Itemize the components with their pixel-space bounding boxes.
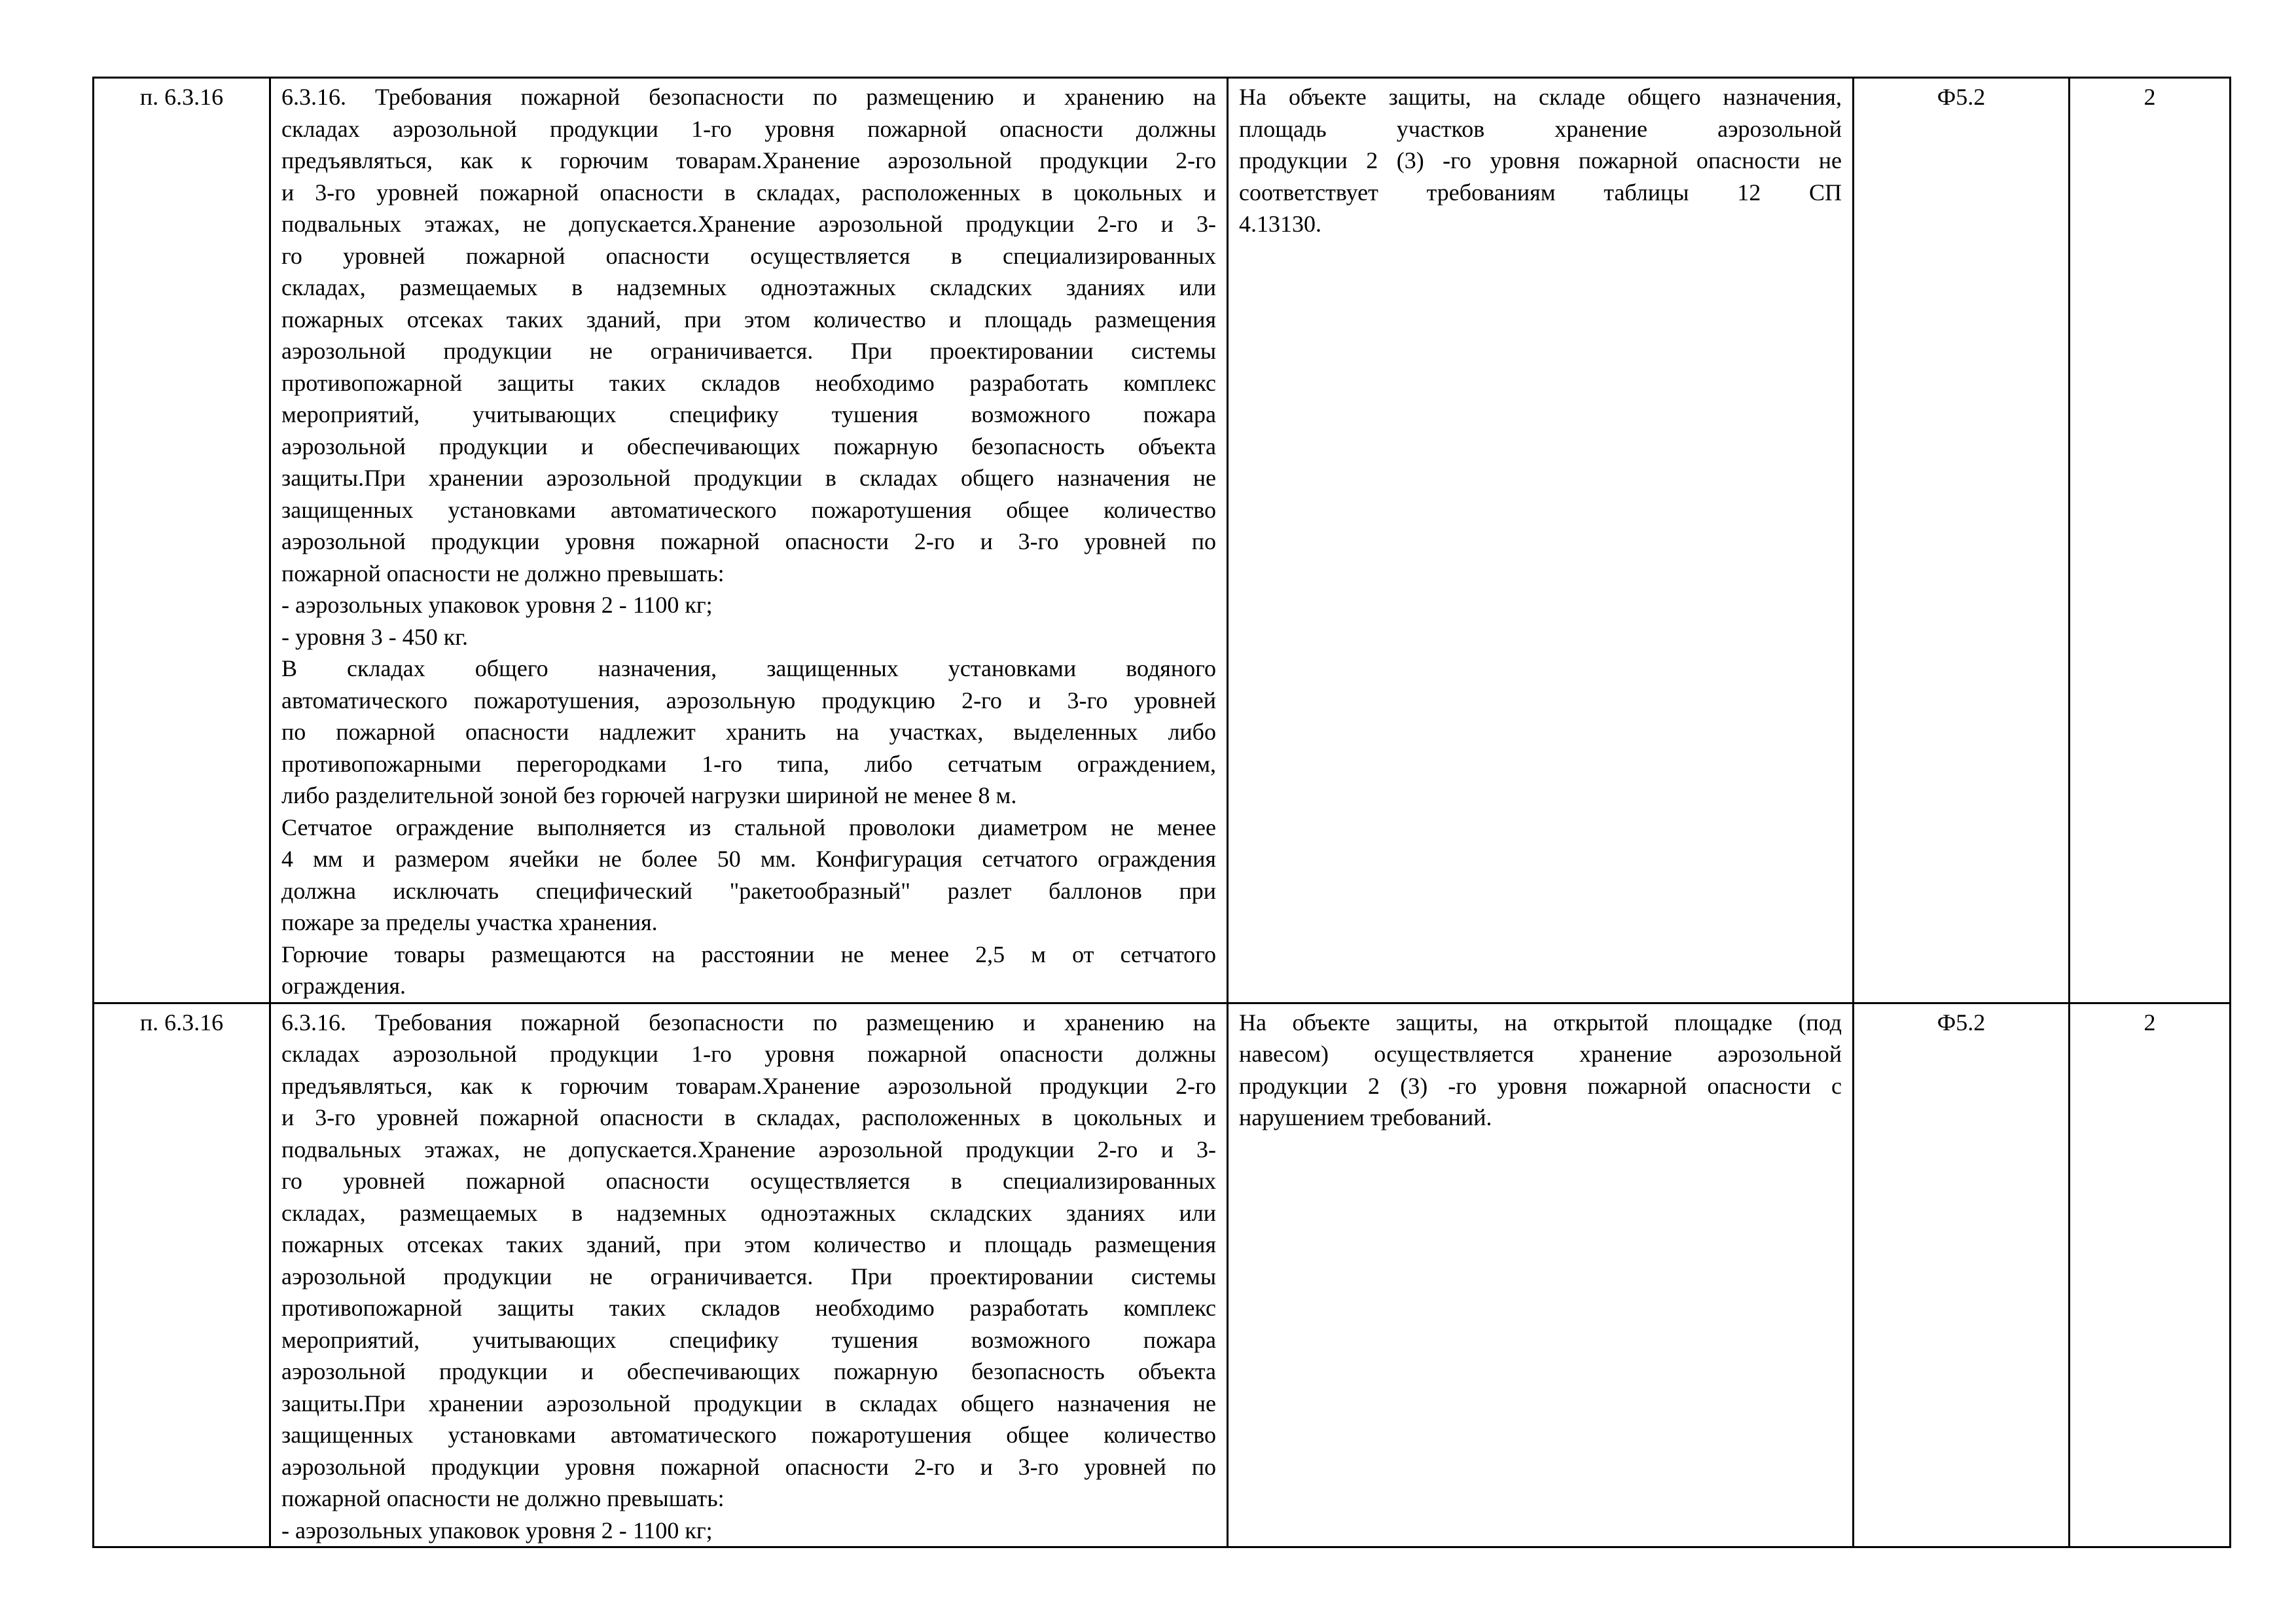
text-line: подвальных этажах, не допускается.Хранение аэрозольной продукции 2-го и 3- [281,1136,1216,1163]
text-line: - уровня 3 - 450 кг. [281,623,468,650]
class-code: Ф5.2 [1937,84,1986,110]
number-value: 2 [2144,84,2156,110]
text-line: продукции 2 (3) -го уровня пожарной опасности не [1239,147,1842,173]
number-value: 2 [2144,1009,2156,1036]
text-line: предъявляться, как к горючим товарам.Хранение аэрозольной продукции 2-го [281,147,1216,173]
text-line: - аэрозольных упаковок уровня 2 - 1100 кг; [281,1517,713,1543]
requirement-text [281,1007,1216,1547]
text-line: На объекте защиты, на складе общего назначения, [1239,84,1842,110]
text-line: пожарной опасности не должно превышать: [281,560,725,586]
text-line: продукции 2 (3) -го уровня пожарной опасности с [1239,1072,1842,1099]
text-line: и 3-го уровней пожарной опасности в складах, расположенных в цокольных и [281,1104,1216,1130]
violation-description-cell [1228,1003,1854,1547]
text-line: складах аэрозольной продукции 1-го уровня пожарной опасности должны [281,1041,1216,1067]
text-line: и 3-го уровней пожарной опасности в складах, расположенных в цокольных и [281,179,1216,206]
text-line: должна исключать специфический "ракетообразный" разлет баллонов при [281,877,1216,904]
text-line: пожарных отсеках таких зданий, при этом количество и площадь размещения [281,306,1216,333]
text-line: противопожарной защиты таких складов необходимо разработать комплекс [281,369,1216,396]
text-line: складах, размещаемых в надземных одноэтажных складских зданиях или [281,1199,1216,1226]
text-line: складах аэрозольной продукции 1-го уровня пожарной опасности должны [281,115,1216,142]
text-line: пожарных отсеках таких зданий, при этом количество и площадь размещения [281,1231,1216,1257]
requirement-text-cell [270,78,1228,1003]
violation-description [1239,1007,1842,1134]
text-line: - аэрозольных упаковок уровня 2 - 1100 кг; [281,592,713,618]
text-line: защиты.При хранении аэрозольной продукции в складах общего назначения не [281,465,1216,491]
text-line: соответствует требованиям таблицы 12 СП [1239,179,1842,206]
text-line: подвальных этажах, не допускается.Хранение аэрозольной продукции 2-го и 3- [281,211,1216,237]
number-cell [2070,1003,2231,1547]
text-line: автоматического пожаротушения, аэрозольную продукцию 2-го и 3-го уровней [281,687,1216,713]
text-line: противопожарными перегородками 1-го типа, либо сетчатым ограждением, [281,750,1216,777]
text-line: аэрозольной продукции не ограничивается. При проектировании системы [281,1263,1216,1290]
text-line: предъявляться, как к горючим товарам.Хранение аэрозольной продукции 2-го [281,1072,1216,1099]
norm-reference: п. 6.3.16 [139,1009,224,1036]
text-line: защиты.При хранении аэрозольной продукции в складах общего назначения не [281,1390,1216,1416]
violation-description [1239,81,1842,240]
text-line: 4.13130. [1239,211,1321,237]
text-line: по пожарной опасности надлежит хранить на участках, выделенных либо [281,719,1216,745]
text-line: либо разделительной зоной без горючей нагрузки шириной не менее 8 м. [281,782,1017,808]
text-line: 4 мм и размером ячейки не более 50 мм. Конфигурация сетчатого ограждения [281,846,1216,872]
text-line: складах, размещаемых в надземных одноэтажных складских зданиях или [281,274,1216,300]
class-code-cell [1854,78,2070,1003]
text-line: На объекте защиты, на открытой площадке (под [1239,1009,1842,1036]
number-cell [2070,78,2231,1003]
class-code-cell [1854,1003,2070,1547]
norm-reference-cell [94,78,270,1003]
text-line: аэрозольной продукции и обеспечивающих пожарную безопасность объекта [281,1358,1216,1384]
text-line: Горючие товары размещаются на расстоянии не менее 2,5 м от сетчатого [281,941,1216,967]
text-line: Сетчатое ограждение выполняется из стальной проволоки диаметром не менее [281,814,1216,840]
text-line: навесом) осуществляется хранение аэрозольной [1239,1041,1842,1067]
table-row [94,1003,2231,1547]
norm-reference: п. 6.3.16 [139,84,224,110]
text-line: защищенных установками автоматического пожаротушения общее количество [281,496,1216,523]
text-line: го уровней пожарной опасности осуществляется в специализированных [281,1168,1216,1194]
text-line: аэрозольной продукции и обеспечивающих пожарную безопасность объекта [281,433,1216,460]
text-line: пожаре за пределы участка хранения. [281,909,658,935]
text-line: мероприятий, учитывающих специфику тушения возможного пожара [281,1326,1216,1353]
text-line: 6.3.16. Требования пожарной безопасности по размещению и хранению на [281,84,1216,110]
document-page [92,77,2229,1548]
text-line: площадь участков хранение аэрозольной [1239,115,1842,142]
violations-table [92,77,2231,1548]
table-row [94,78,2231,1003]
text-line: аэрозольной продукции уровня пожарной опасности 2-го и 3-го уровней по [281,1453,1216,1480]
text-line: аэрозольной продукции не ограничивается. При проектировании системы [281,338,1216,364]
violation-description-cell [1228,78,1854,1003]
text-line: противопожарной защиты таких складов необходимо разработать комплекс [281,1295,1216,1321]
text-line: пожарной опасности не должно превышать: [281,1485,725,1511]
text-line: нарушением требований. [1239,1104,1492,1130]
text-line: 6.3.16. Требования пожарной безопасности по размещению и хранению на [281,1009,1216,1036]
requirement-text [281,81,1216,1002]
text-line: аэрозольной продукции уровня пожарной опасности 2-го и 3-го уровней по [281,528,1216,554]
requirement-text-cell [270,1003,1228,1547]
class-code: Ф5.2 [1937,1009,1986,1036]
text-line: ограждения. [281,973,406,999]
text-line: мероприятий, учитывающих специфику тушения возможного пожара [281,401,1216,427]
norm-reference-cell [94,1003,270,1547]
text-line: защищенных установками автоматического пожаротушения общее количество [281,1422,1216,1448]
text-line: го уровней пожарной опасности осуществляется в специализированных [281,242,1216,269]
text-line: В складах общего назначения, защищенных установками водяного [281,655,1216,681]
